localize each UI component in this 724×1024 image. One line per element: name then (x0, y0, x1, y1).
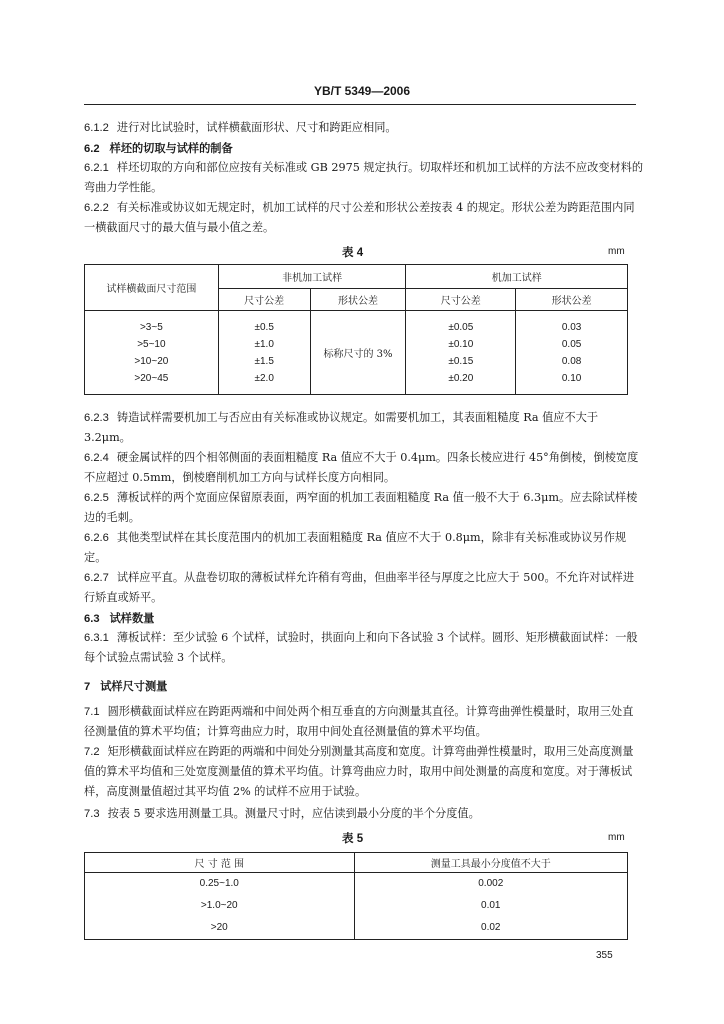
table-4-sub-dim-tol: 尺寸公差 (406, 289, 516, 311)
table-4-sub-shape-tol: 形状公差 (516, 289, 628, 311)
clause-text: 硬金属试样的四个相邻侧面的表面粗糙度 Ra 值应不大于 0.4μm。四条长棱应进行 45°角倒棱，倒棱宽度不应超过 0.5mm，倒棱磨削机加工方向与试样长度方向相同。 (84, 451, 639, 484)
section-title: 试样尺寸测量 (100, 679, 168, 693)
clause-6-2-1 (84, 158, 644, 198)
section-number: 7 (84, 681, 91, 693)
clause-text: 按表 5 要求选用测量工具。测量尺寸时，应估读到最小分度的半个分度值。 (107, 807, 480, 820)
table-cell: ±1.5 (254, 355, 274, 367)
table-4-ranges-cell (85, 311, 219, 395)
table-cell: ±0.20 (448, 372, 474, 384)
table-5-caption: 表 5 (342, 833, 364, 845)
clause-number: 6.2.5 (84, 492, 109, 504)
table-cell: 0.03 (561, 321, 582, 333)
clause-number: 6.2.6 (84, 532, 109, 544)
table-4-non-machined-shape-cell: 标称尺寸的 3% (310, 311, 406, 395)
header-divider (84, 104, 636, 105)
clause-number: 6.2.4 (84, 452, 109, 464)
table-cell: 0.25~1.0 (199, 878, 239, 889)
clause-number: 7.1 (84, 706, 100, 718)
table-5-header-tool: 测量工具最小分度值不大于 (354, 853, 627, 873)
table-cell: >1.0~20 (200, 900, 238, 911)
clause-text: 试样应平直。从盘卷切取的薄板试样允许稍有弯曲，但曲率半径与厚度之比应大于 500。不允许对试样进行矫直或矫平。 (84, 571, 635, 604)
clause-6-3-1 (84, 628, 644, 668)
clause-text: 样坯切取的方向和部位应按有关标准或 GB 2975 规定执行。切取样坯和机加工试样的方法不应改变材料的弯曲力学性能。 (84, 161, 644, 194)
table-cell: 0.002 (478, 878, 504, 889)
table-cell: >10~20 (134, 355, 169, 367)
table-cell: ±0.10 (448, 338, 474, 350)
table-4-machined-dim-cell (406, 311, 516, 395)
table-5-size-cell (85, 873, 355, 940)
table-5-unit: mm (608, 832, 625, 843)
section-title: 样坯的切取与试样的制备 (109, 141, 233, 155)
table-4-sub-shape-tol: 形状公差 (310, 289, 406, 311)
table-cell: ±0.15 (448, 355, 474, 367)
section-number: 6.2 (84, 143, 100, 155)
clause-7-3 (84, 804, 644, 824)
clause-text: 圆形横截面试样应在跨距两端和中间处两个相互垂直的方向测量其直径。计算弯曲弹性模量时，取用三处直径测量值的算术平均值；计算弯曲应力时，取用中间处直径测量值的算术平均值。 (84, 705, 634, 738)
clause-text: 有关标准或协议如无规定时，机加工试样的尺寸公差和形状公差按表 4 的规定。形状公差为跨距范围内同一横截面尺寸的最大值与最小值之差。 (84, 201, 635, 234)
table-cell: >3~5 (139, 321, 163, 333)
table-4-header-range: 试样横截面尺寸范围 (85, 265, 219, 311)
table-4-non-machined-dim-cell (218, 311, 310, 395)
table-cell: >5~10 (137, 338, 166, 350)
clause-number: 7.3 (84, 808, 100, 820)
table-4-unit: mm (608, 246, 625, 257)
table-cell: ±1.0 (254, 338, 274, 350)
clause-number: 6.2.1 (84, 162, 109, 174)
clause-text: 铸造试样需要机加工与否应由有关标准或协议规定。如需要机加工，其表面粗糙度 Ra 值应不大于 3.2μm。 (84, 411, 599, 444)
clause-6-1-2 (84, 118, 644, 138)
page-number: 355 (596, 950, 613, 961)
clause-6-2-7 (84, 568, 644, 608)
table-5 (84, 852, 628, 940)
clause-number: 6.2.2 (84, 202, 109, 214)
table-4-machined-shape-cell (516, 311, 628, 395)
clause-number: 6.3.1 (84, 632, 109, 644)
table-cell: 0.08 (561, 355, 582, 367)
table-4-sub-dim-tol: 尺寸公差 (218, 289, 310, 311)
section-title: 试样数量 (109, 611, 155, 625)
section-number: 6.3 (84, 613, 100, 625)
table-cell: 0.10 (561, 372, 582, 384)
table-4-caption: 表 4 (342, 247, 364, 259)
clause-number: 6.1.2 (84, 122, 109, 134)
table-cell: ±0.5 (254, 321, 274, 333)
clause-text: 薄板试样：至少试验 6 个试样，试验时，拱面向上和向下各试验 3 个试样。圆形、矩形横截面试样：一般每个试验点需试验 3 个试样。 (84, 631, 638, 664)
clause-6-2-4 (84, 448, 644, 488)
table-cell: 0.01 (481, 900, 501, 911)
standard-number-header: YB/T 5349—2006 (313, 84, 411, 98)
clause-7-2 (84, 742, 644, 802)
table-4-group-non-machined: 非机加工试样 (218, 265, 406, 289)
clause-7-1 (84, 702, 644, 742)
table-5-tool-cell (354, 873, 627, 940)
clause-6-2-6 (84, 528, 644, 568)
clause-text: 其他类型试样在其长度范围内的机加工表面粗糙度 Ra 值应不大于 0.8μm，除非有关标准或协议另作规定。 (84, 531, 627, 564)
table-cell: 0.02 (481, 922, 501, 933)
clause-6-2-2 (84, 198, 644, 238)
table-cell: 0.05 (561, 338, 582, 350)
section-6-2-heading (84, 138, 644, 159)
table-cell: ±0.05 (448, 321, 474, 333)
table-cell: >20~45 (134, 372, 169, 384)
table-5-header-size: 尺 寸 范 围 (85, 853, 355, 873)
table-cell: ±2.0 (254, 372, 274, 384)
table-4-group-machined: 机加工试样 (406, 265, 628, 289)
table-4 (84, 264, 628, 395)
clause-text: 薄板试样的两个宽面应保留原表面，两窄面的机加工表面粗糙度 Ra 值一般不大于 6.3μm。应去除试样棱边的毛刺。 (84, 491, 638, 524)
clause-6-2-3 (84, 408, 644, 448)
table-cell: >20 (210, 922, 228, 933)
section-6-3-heading (84, 608, 644, 629)
clause-6-2-5 (84, 488, 644, 528)
clause-text: 矩形横截面试样应在跨距的两端和中间处分别测量其高度和宽度。计算弯曲弹性模量时，取用三处高度测量值的算术平均值和三处宽度测量值的算术平均值。计算弯曲应力时，取用中间处测量的高度和宽度。对于薄板试样，高度测量值超过其平均值 2% 的试样不应用于试验。 (84, 745, 634, 798)
clause-text: 进行对比试验时，试样横截面形状、尺寸和跨距应相同。 (116, 121, 397, 134)
clause-number: 6.2.7 (84, 572, 109, 584)
clause-number: 7.2 (84, 746, 100, 758)
section-7-heading (84, 676, 644, 697)
clause-number: 6.2.3 (84, 412, 109, 424)
